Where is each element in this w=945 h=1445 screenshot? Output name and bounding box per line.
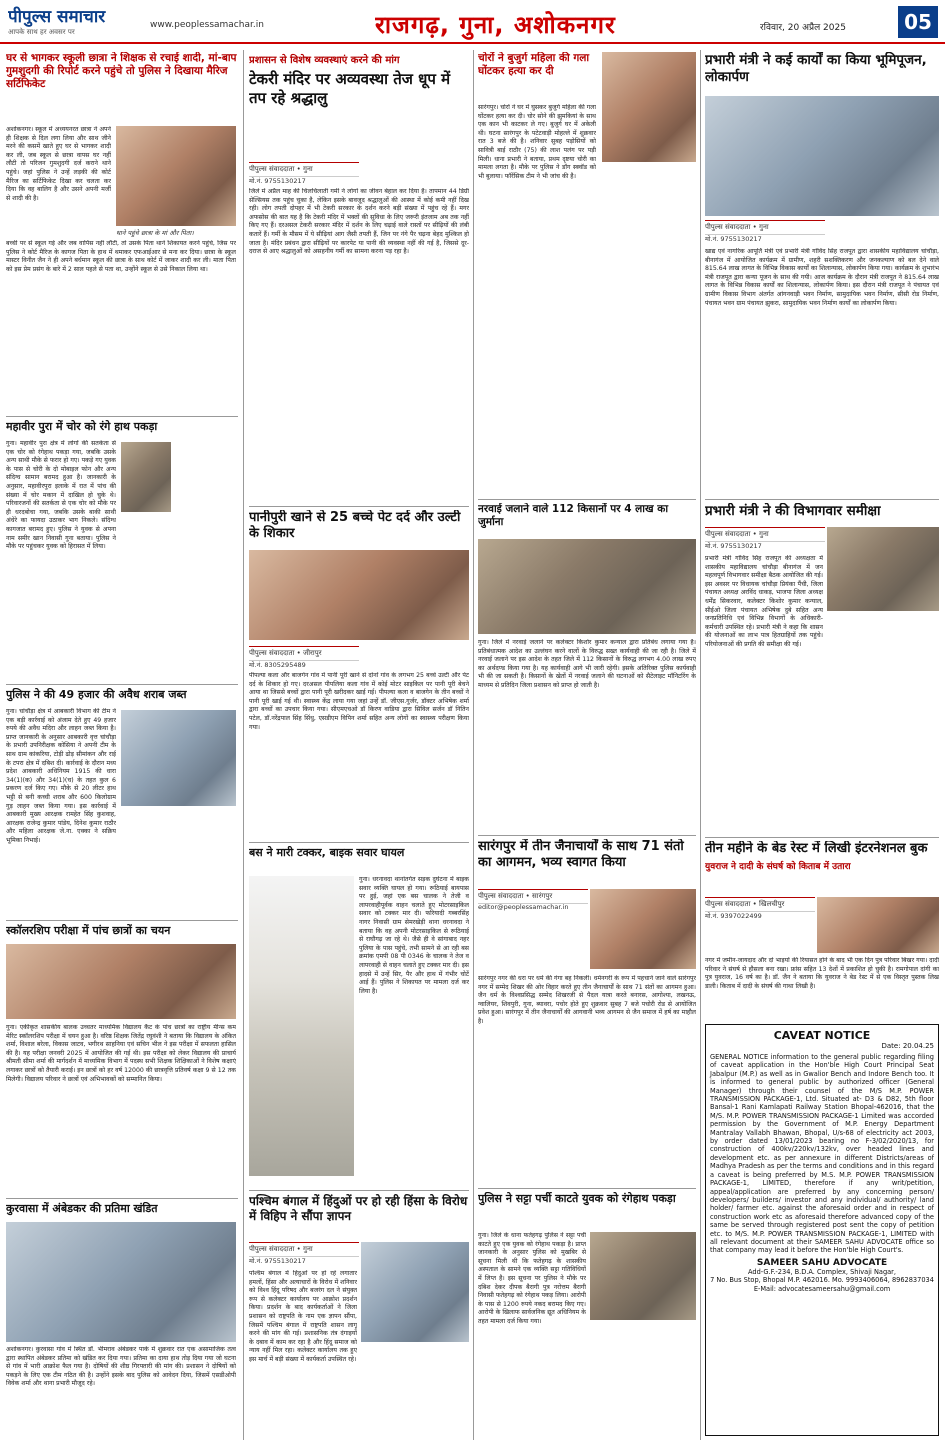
article-byline: पीपुल्स संवाददाता • जीरापुर [249,646,359,661]
article-body: गुना। एकीकृत शासकीय बालक उच्चतर माध्यमिक विद्यालय कैंट के पांच छात्रों का राष्ट्रीय मीन्स कम मेरिट स्कॉलरशिप परीक्षा में चयन हुआ है। वरिष्ठ शिक्षक जितेंद्र रघुवंशी ने बताया कि विद्यालय के अंकित शर्मा, विशाल बरेला, विकास जाटव, भगीरथ साहनिया एवं सचिन भील ने इस परीक्षा में सफलता हासिल की है। यह परीक्षा जनवरी 2025 में आयोजित की गई थी। इस परीक्षा को लेकर विद्यालय की प्राचार्य श्रीमती सीमा शर्मा की मार्गदर्शन में माध्यमिक विभाग में पदस्थ सभी शिक्षक शिक्षिकाओं ने विशेष कक्षाएं लगाकर छात्रों को तैयारी कराई। इन छात्रों को हर वर्ष 12000 की छात्रवृत्ति प्रतिवर्ष कक्षा 9 से 12 तक मिलेगी। विद्यालय परिवार ने छात्रों एवं अभिभावकों को सम्मानित किया। [6,1024,236,1083]
article-body: गुना। धरनावदा थानांतर्गत सड़क दुर्घटना में बाइक सवार व्यक्ति घायल हो गया। रूठियाई बायपास पर हुई, जहां एक बस चालक ने तेजी व लापरवाहीपूर्वक वाहन चलाते हुए मोटरसाइकिल सवार को टक्कर मार दी। फरियादी गब्बरसिंह नागर निवासी ग्राम सेमरखेड़ी थाना धरनावदा ने बताया कि वह अपनी मोटरसाइकिल से रूठियाई से राघौगढ़ जा रहे थे। जैसे ही वे सांगाबाद नहर पुलिया के पास पहुंचे, तभी सामने से आ रही बस क्रमांक एमपी 08 पी 0346 के चालक ने तेज व लापरवाही से वाहन चलाते हुए टक्कर मार दी। इस हादसे में उन्हें सिर, पैर और हाथ में गंभीर चोटें आई हैं। पुलिस ने शिकायत पर मामला दर्ज कर लिया है। [359,876,469,995]
article-headline: बस ने मारी टक्कर, बाइक सवार घायल [249,846,405,859]
article-headline: नरवाई जलाने वाले 112 किसानों पर 4 लाख का जुर्माना [478,503,669,529]
divider [6,416,238,417]
reporter-phone: मो.नं. 9755130217 [705,542,762,550]
article-body: खाद्य एवं नागरिक आपूर्ति मंत्री एवं प्रभारी मंत्री गोविंद सिंह राजपूत द्वारा शासकीय महाविद्यालय चांचौड़ा, बीनागंज में आयोजित कार्यक्रम में ग्रामीण, शहरी सशक्तिकरण और जनकल्याण को बल देने वाले 815.64 लाख लागत के विभिन्न विकास कार्यों का शिलान्यास, लोकार्पण किया गया। कार्यक्रम के शुभारंभ मंत्री राजपूत द्वारा कन्या पूजन के साथ की गयी। आज कार्यक्रम के दौरान मंत्री राजपूत ने 815.64 लाख लागत के विभिन्न विकास कार्यों का शिलान्यास, लोकार्पण किया। इस दौरान मंत्री राजपूत ने पंचायत एवं ग्रामीण विकास विभाग अंतर्गत आंगनवाड़ी भवन निर्माण, सामुदायिक भवन निर्माण, सीसी रोड निर्माण, पंचायत भवन ग्राम पंचायत झुकरा, सामुदायिक भवन निर्माण कार्यों का लोकार्पण किया। [705,248,939,307]
article-body-continued [126,516,236,676]
article-satta-arrest[interactable] [478,1192,696,1437]
article-liquor-seized[interactable] [6,688,238,918]
divider [478,499,696,500]
divider [249,506,469,507]
column-divider [700,50,701,1440]
article-body: जिले में अप्रैल माह की चिलचिलाती गर्मी ने लोगों का जीवन बेहाल कर दिया है। तापमान 44 डिग्री सेल्सियस तक पहुंच चुका है, लेकिन इसके बावजूद श्रद्धालुओं की आस्था में कोई कमी नहीं दिख रही। लोग तपती दोपहर में भी टेकरी सरकार के दर्शन करने बड़ी संख्या में पहुंच रहे हैं। मगर अफसोस की बात यह है कि टेकरी मंदिर में भक्तों की सुविधा के लिए जरूरी इंतजाम अब तक नहीं किए गए हैं। दरअसल टेकरी सरकार मंदिर में दर्शन के लिए चढ़ाई वाले रास्तों पर सीढ़ियों की लंबी कतारें हैं। गर्मी के मौसम में ये सीढ़ियां आग जैसी तपती हैं, जिन पर नंगे पैर चढ़ना बेहद मुश्किल हो जाता है। मंदिर प्रबंधन द्वारा सीढ़ियों पर कारपेट या पानी की व्यवस्था नहीं की गई है, जिससे दूर-दराज से आए श्रद्धालुओं को असहनीय गर्मी का सामना करना पड़ रहा है। [249,188,469,256]
author-family-photo[interactable] [817,897,939,953]
article-headline: चोरों ने बुजुर्ग महिला की गला घोंटकर हत्या कर दी [478,52,590,78]
reporter-phone: मो.नं. 9397022499 [705,912,762,920]
article-department-review[interactable] [705,503,939,835]
article-headline: पुलिस ने सट्टा पर्ची काटते युवक को रंगेहाथ पकड़ा [478,1192,676,1205]
article-headline: कुरवासा में अंबेडकर की प्रतिमा खंडित [6,1202,158,1215]
divider [6,1198,238,1199]
article-vhp-memorandum[interactable] [249,1194,469,1437]
article-byline: पीपुल्स संवाददाता • गुना [249,1242,359,1257]
article-headline: स्कॉलरशिप परीक्षा में पांच छात्रों का चयन [6,924,171,937]
article-jain-saints[interactable] [478,839,696,1184]
article-headline: पानीपुरी खाने से 25 बच्चे पेट दर्द और उल्टी के शिकार [249,510,461,542]
statue-photo[interactable] [6,1222,236,1342]
article-kicker: प्रशासन से विशेष व्यवस्थाएं करने की मांग [249,55,400,66]
article-body: बच्ची पर से स्कूल गई और जब वापिस नहीं लौटी, तो उसके पिता थाने शिकायत करने पहुंचे, जिस पर पुलिस ने कोर्ट मैरिज के कागज पिता के हाथ में थमाकर एफआईआर से मना कर दिया। छात्रा के स्कूल मास्टर विनीत जैन ने ही अपने बर्धमान स्कूल की छात्रा के साथ कोर्ट में जाकर शादी कर ली। माता पिता को इस प्रेम प्रसंग के बारे में 2 साल पहले से पता था, उन्होंने स्कूल से उसे निकाल लिया था। [6,240,236,273]
article-body: अशोकनगर। कुरवासा गांव में स्थित डॉ. भीमराव अंबेडकर पार्क में शुक्रवार रात एक असामाजिक तत्व द्वारा स्थापित अंबेडकर प्रतिमा को खंडित कर दिया गया। प्रतिमा का दाया हाथ तोड़ दिया गया जो घटना से गांव में भारी आक्रोश फैल गया है। दोषियों की शीघ्र गिरफ्तारी की मांग की। प्रशासन ने दोषियों को पकड़ने के लिए एक टीम गठित की है। उन्होंने इसके बाद पुलिस को आवेदन दिया, जिसमें एसडीओपी विवेक शर्मा और थाना प्रभारी मौजूद रहे। [6,1346,236,1388]
article-kicker: युवराज ने दादी के संघर्ष को किताब में उतारा [705,862,851,873]
reporter-email[interactable]: editor@peoplessamachar.in [478,903,569,911]
article-panipuri[interactable] [249,510,469,840]
notice-address-line: Add-G.F.-234, B.D.A. Complex, Shivaji Nagar, [748,1267,896,1276]
article-headline: तीन महीने के बेड रेस्ट में लिखी इंटरनेशनल बुक [705,841,928,856]
article-body: गुना। जिले के धाना फतेहगढ़ पुलिस ने सट्टा पर्ची काटते हुए एक युवक को रंगेहाथ पकड़ा है। प्राप्त जानकारी के अनुसार पुलिस को मुखबिर से सूचना मिली थी कि फतेहगढ़ के शासकीय अस्पताल के सामने एक व्यक्ति सट्टा गतिविधियों में लिप्त है। इस सूचना पर पुलिस ने मौके पर दबिश देकर दीपक बैरागी पुत्र नरोत्तम बैरागी निवासी फतेहगढ़ को रंगेहाथ पकड़ लिया। आरोपी के पास से 1200 रुपये नकद बरामद किए गए। आरोपी के खिलाफ सार्वजनिक द्यूत अधिनियम के तहत मामला दर्ज किया गया। [478,1232,586,1325]
photo-caption: थाने पहुंचे छात्रा के मां और पिता। [116,229,194,237]
page-number: 05 [898,6,938,38]
column-divider [473,50,474,1440]
reporter-phone: मो.नं. 9755130217 [249,177,306,185]
newspaper-logo[interactable] [8,6,148,38]
article-byline: पीपुल्स संवाददाता • गुना [705,527,825,542]
liquor-seizure-photo[interactable] [121,710,236,806]
divider [478,835,696,836]
article-body: नगर में जमीन-जायदाद और दो भाइयों की रियासत होने के बाद भी एक दिन पुत्र परिवार बिखर गया। दादी परिवार ने संघर्ष से हौसला बना रखा। फ्रांस सहित 13 देशों में प्रकाशित हो चुकी है। रामगोपाल दांगी का पुत्र युवराज, 16 वर्ष का है। डॉ. जैन ने बताया कि युवराज ने बेड रेस्ट में से एक विस्तृत पुस्तक लिख डाली। किताब में दादी के संघर्ष की गाथा लिखी है। [705,957,939,990]
column-3 [478,52,696,1437]
divider [6,684,238,685]
article-headline: प्रभारी मंत्री ने कई कार्यों का किया भूमिपूजन, लोकार्पण [705,52,927,85]
article-bus-accident[interactable] [249,846,469,1186]
article-student-marriage[interactable] [6,52,238,414]
accused-photo[interactable] [121,442,171,512]
article-thief-caught[interactable] [6,420,238,682]
article-body: पीपल्या कला और बाजगेन गांव में पानी पूरी खाने से दोनों गांव के लगभग 25 बच्चे उल्टी और पेट दर्द के शिकार हो गए। दरअसल पीपलिया कला गांव में कोई मोटर साइकिल पर पानी पूरी बेचने आया था जिससे बच्चों द्वारा पानी पूरी खरीदकर खाई गई। पीपल्या कला व बाजगेन के तीन बच्चों ने पानी पूरी खाई गई थी। स्वास्थ्य केंद्र लाया गया जहां उन्हें डॉ. जीएस.गुर्जर, डॉक्टर अभिषेक शर्मा द्वारा बच्चों का उपचार किया गया। सीएमएचओ डॉ किरण वाडिया द्वारा सिविल सर्जन डॉ नितिन पटेल, डॉ.नरेंद्रपाल सिंह सिंधु, एसडीएम विपिन शर्मा सहित अन्य लोगों का स्वास्थ्य परीक्षण किया गया। [249,672,469,731]
article-byline: पीपुल्स संवाददाता • गुना [249,162,359,177]
column-4 [705,52,939,1437]
notice-email[interactable]: E-Mail: advocatesameersahu@gmail.com [753,1284,891,1293]
article-headline: प्रभारी मंत्री ने की विभागवार समीक्षा [705,503,881,519]
article-headline: पश्चिम बंगाल में हिंदुओं पर हो रही हिंसा के विरोध में विहिप ने सौंपा ज्ञापन [249,1194,468,1223]
article-body: गुना। जिले में नरवाई जलाने पर कलेक्टर किशोर कुमार कन्याल द्वारा प्रतिबंध लगाया गया है। प्रतिबंधात्मक आदेश का उल्लंघन करने वालों के विरुद्ध सख्त कार्यवाही की जा रही है। जिले में नरवाई जलाने पर इस आदेश के तहत जिले में 112 किसानों के विरुद्ध लगभग 4.00 लाख रुपए का अर्थदण्ड किया गया है। यह कार्यवाही आगे भी जारी रहेगी। इसके अतिरिक्त पुलिस कार्यवाही भी की जा सकती है। किसानों के खेतों में नरवाई जलाने की घटनाओं को सैटेलाइट मॉनिटरिंग के माध्यम से प्रतिदिन जिला प्रशासन को प्राप्त हो जाती है। [478,639,696,689]
students-photo[interactable] [6,944,236,1019]
procession-photo[interactable] [590,889,696,969]
brand-name: पीपुल्स समाचार [8,7,106,27]
notice-address-line: 7 No. Bus Stop, Bhopal M.P. 462016. Mo. 9993406064, 8962837034 [710,1276,934,1285]
brand-tagline: आपके साथ हर अवसर पर [8,28,75,36]
website-url[interactable]: www.peoplessamachar.in [150,20,264,30]
edition-region: राजगढ़, गुना, अशोकनगर [375,11,616,39]
caveat-notice[interactable] [705,1024,939,1436]
column-2 [249,52,469,1437]
officials-photo[interactable] [478,539,696,634]
divider [705,837,939,838]
article-headline: घर से भागकर स्कूली छात्रा ने शिक्षक से रचाई शादी, मां-बाप गुमशुदगी की रिपोर्ट करने पहुंचे तो पुलिस ने दिखाया मैरिज सर्टिफिकेट [6,52,237,91]
hospital-photo[interactable] [249,550,469,640]
article-scholarship[interactable] [6,924,238,1194]
column-1 [6,52,238,1437]
article-byline: पीपुल्स संवाददाता • गुना [705,220,825,235]
temple-stairs-photo[interactable] [249,876,354,1176]
reporter-phone: मो.नं. 9755130217 [249,1257,306,1265]
article-body-continued [602,168,696,494]
article-ambedkar-statue[interactable] [6,1202,238,1437]
reporter-phone: मो.नं. 9755130217 [705,235,762,243]
victim-photo[interactable] [602,52,696,162]
review-meeting-photo[interactable] [827,527,939,611]
article-tekri-temple[interactable] [249,52,469,504]
article-body: गुना। महावीर पुरा क्षेत्र में लोगों की सतर्कता से एक चोर को रंगेहाथ पकड़ा गया, जबकि उसके अन्य साथी मौके से फरार हो गए। पकड़े गए युवक के पास से चोरी के दो मोबाइल फोन और अन्य संदिग्ध सामान बरामद हुआ है। जानकारी के अनुसार, महावीरपुरा इलाके में रात में पांच की संख्या में चोर मकान में दाखिल हो चुके थे। परिवारजनों की सतर्कता से एक चोर को मौके पर ही धरदबोचा गया, जबकि उसके बाकी साथी अंधेरे का फायदा उठाकर भाग निकले। संदिग्ध कागजात बरामद हुए। पुलिस ने युवक से अपना नाम समीर खान निवासी गुना बताया। पुलिस ने मौके पर पहुंचकर युवक को हिरासत में लिया। [6,440,116,551]
article-elderly-murder[interactable] [478,52,696,497]
article-body: गुना। चांचौड़ा क्षेत्र में आबकारी विभाग की टीम ने एक बड़ी कार्रवाई को अंजाम देते हुए 49 हजार रुपये की अवैध मदिरा और लाहन जब्त किया है। प्राप्त जानकारी के अनुसार आबकारी वृत्त चांचौड़ा के प्रभारी उपनिरीक्षक कोसिया ने अपनी टीम के साथ ग्राम कांकरिया, टोड़ी ढोड़ सीमांकन और राई के टपरा क्षेत्र में दबिश दी। कार्रवाई के दौरान मध्य प्रदेश आबकारी अधिनियम 1915 की धारा 34(1)(क) और 34(1)(च) के तहत कुल 6 प्रकरण दर्ज किए गए। मौके से 20 लीटर हाथ भट्टी से बनी कच्ची शराब और 600 किलोग्राम गुड़ लाहन जब्त किया गया। इस कार्रवाई में आबकारी मुख्य आरक्षक रामहेत सिंह कुशवाह, आरक्षक राजेन्द्र कुमार पांडेय, दिनेश कुमार राठौर और महिला आरक्षक जे.ना. एक्का ने सक्रिय भूमिका निभाई। [6,708,116,844]
accused-photo[interactable] [590,1232,696,1320]
divider [478,1188,696,1189]
article-lead: अशोकनगर। स्कूल में अध्ययनरत छात्रा ने अपने ही शिक्षक से दिल लगा लिया और साथ जीने मरने की कसमें खाते हुए घर से भागकर शादी कर ली, जब स्कूल से छात्रा वापस घर नहीं लौटी तो परिजन गुमशुदगी दर्ज कराने थाने पहुंचे। जहां पुलिस ने उन्हें लड़की की कोर्ट मैरिज का सर्टिफिकेट दिखा कर चलता कर दिया कि वह बालिग है और उसने अपनी मर्जी से शादी की है। [6,126,111,202]
column-divider [243,50,244,1440]
article-byline: पीपुल्स संवाददाता • खिलचीपुर [705,897,815,912]
article-headline: महावीर पुरा में चोर को रंगे हाथ पकड़ा [6,420,158,433]
notice-title: CAVEAT NOTICE [773,1029,871,1042]
issue-date: रविवार, 20 अप्रैल 2025 [760,23,846,33]
article-foundation-laying[interactable] [705,52,939,497]
article-body: प्रभारी मंत्री गोविंद सिंह राजपूत की अध्यक्षता में शासकीय महाविद्यालय चांचौड़ा बीनागंज में जन महत्वपूर्ण विभागवार समीक्षा बैठक आयोजित की गई। इस अवसर पर विधायक चांचौड़ा प्रियंका पैंची, जिला पंचायत अध्यक्ष अरविंद धाकड़, भाजपा जिला अध्यक्ष धर्मेंद्र सिकरवार, कलेक्टर किशोर कुमार कन्याल, सीईओ जिला पंचायत अभिषेक दुबे सहित अन्य जनप्रतिनिधि एवं विभिन्न विभागों के अधिकारी-कर्मचारी उपस्थित रहे। प्रभारी मंत्री ने कहा कि शासन की योजनाओं का लाभ पात्र हितग्राहियों तक पहुंचे। परियोजनाओं की प्रगति की समीक्षा की गई। [705,555,823,648]
article-international-book[interactable] [705,841,939,1021]
notice-date: Date: 20.04.25 [881,1042,934,1050]
article-body: सारंगपुर। चोरों ने घर में घुसकर बुजुर्ग महिला की गला घोंटकर हत्या कर दी। चोर सोने की झुमकियां के साथ एक कान भी काटकर ले गए। बुजुर्ग घर में अकेली थी। घटना सारंगपुर के पटेटवाड़ी मोहल्ले में शुक्रवार रात 3 बजे की है। शनिवार सुबह पड़ोसियों को सावित्री बाई राठौर (75) की लाश पलंग पर पड़ी मिली। धाना प्रभारी ने बताया, प्रथम दृष्टया चोरी का मामला लगता है। मौके पर पुलिस ने डॉग स्क्वॉड को भी बुलाया। फॉरेंसिक टीम ने भी जांच की है। [478,104,596,180]
notice-signatory: SAMEER SAHU ADVOCATE [756,1257,888,1268]
article-headline: सारंगपुर में तीन जैनाचार्यों के साथ 71 संतो का आगमन, भव्य स्वागत किया [478,839,684,871]
divider [249,1190,469,1191]
article-body: सारंगपुर नगर की धरा पर धर्म की गंगा बह निकली। धर्मनगरी के रूप में पहचाने जाने वाले सारंगपुर नगर में सम्मेद शिखर की ओर विहार करते हुए तीन जैनाचार्यों के साथ 71 संतों का आगमन हुआ। जैन धर्म के विश्वप्रसिद्ध सम्मेद शिखरजी से पैदल यात्रा करते बनारस, आगोश्या, लखनऊ, ग्वालियर, शिवपुरी, गुना, ब्यावरा, पचोर होते हुए शुक्रवार सुबह 7 बजे पचोरी रोड से आयोजित प्रवेश हुआ। सारंगपुर में तीन जैनाचार्यों की आगवानी भव्य आगमन से जैन समाज में हर्ष का माहौल है। [478,975,696,1025]
divider [249,842,469,843]
masthead [0,0,945,44]
parents-photo[interactable] [116,126,236,226]
vhp-protest-photo[interactable] [361,1242,469,1342]
article-byline: पीपुल्स संवाददाता • सारंगपुर [478,889,588,904]
article-headline: टेकरी मंदिर पर अव्यवस्था तेज धूप में तप रहे श्रद्धालु [249,70,451,107]
article-body: पश्चिम बंगाल में हिंदुओं पर हो रहे लगातार हमलों, हिंसा और अत्याचारों के विरोध में शनिवार को विश्व हिंदू परिषद और बजरंग दल ने संयुक्त रूप से कलेक्टर कार्यालय पर आक्रोश प्रदर्शन किया। प्रदर्शन के बाद कार्यकर्ताओं ने जिला प्रशासन को राष्ट्रपति के नाम एक ज्ञापन सौंपा, जिसमें पश्चिम बंगाल में राष्ट्रपति शासन लागू करने की मांग की गई। प्रशासनिक तंत्र दंगाइयों के दबाव में काम कर रहा है और हिंदू समाज को न्याय नहीं मिल रहा। कलेक्टर कार्यालय तक हुए इस मार्च में बड़ी संख्या में कार्यकर्ता उपस्थित रहे। [249,1270,357,1363]
notice-body: GENERAL NOTICE information to the general public regarding filing of caveat application in the Hon'ble High Court Principal Seat Jabalpur (M.P.) as well as in Gwalior Bench and Indore Bench too. It is informed to general public by authorized officer (General Manager) through their counsel of the M/S M.P. POWER TRANSMISSION PACKAGE-1, Ltd. Situated at- D3 & D82, 5th floor Bansal-1 Rani Kamlapati Railway Station Bhopal-462016, that the M/S. M.P. POWER TRANSMISSION PACKAGE-1 Limited was accorded permission by the Government of M.P. Energy Department Mantralay Vallabh Bhawan, Bhopal, U/s-68 of electricity act 2003, by order dated 13/01/2023 bearing no F-3/02/2020/13, for construction of 400kv/220kv/132kv, over headed lines and development etc. as per annexure in different Districts/areas of Madhya Pradesh as per the terms and conditions and in this regard a caveat is being preferred by M.S. M.P. POWER TRANSMISSION PACKAGE-1, LIMITED, therefore if any writ/petition, appeal/application are preferred by any concerning person/ developers/ builders/ investor and any individual/ authority/ land holder/ farmer etc. against the aforesaid order and in respect of construction work etc as aforesaid therefore advanced copy of the same be served through registered post sent the copy of petition etc. to M/S. M.P. POWER TRANSMISSION PACKAGE-1, LIMITED with all relevant document at their SAMEER SAHU ADVOCATE office so that company may lead it before the Hon'ble High Court's. [710,1053,934,1255]
divider [705,499,939,500]
reporter-phone: मो.नं. 8305295489 [249,661,306,669]
minister-event-photo[interactable] [705,96,939,216]
divider [6,920,238,921]
article-stubble-burning-fine[interactable] [478,503,696,833]
article-headline: पुलिस ने की 49 हजार की अवैध शराब जब्त [6,688,187,701]
